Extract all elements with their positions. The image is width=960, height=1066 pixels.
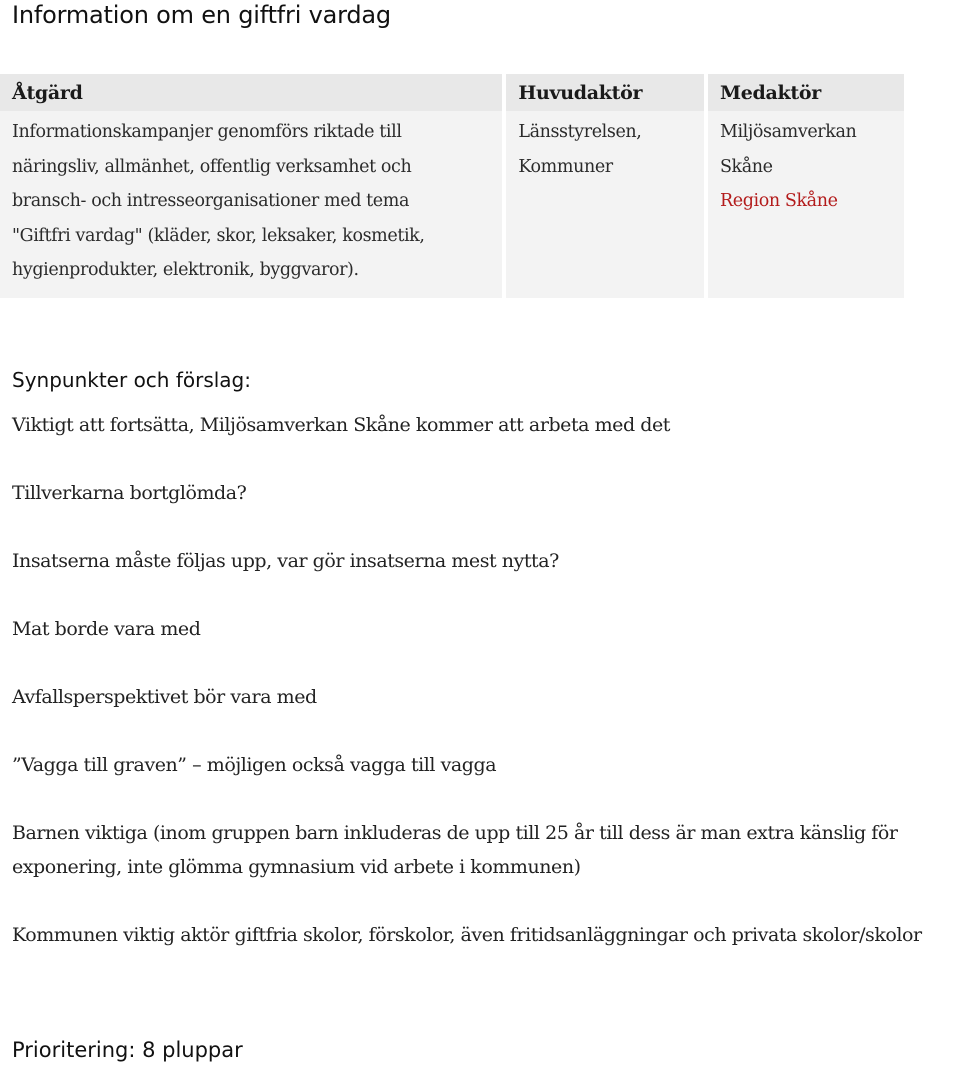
action-line: "Giftfri vardag" (kläder, skor, leksaker, kosmetik, (12, 225, 425, 246)
comment-item: Viktigt att fortsätta, Miljösamverkan Skåne kommer att arbeta med det (12, 414, 670, 436)
comment-item: ”Vagga till graven” – möjligen också vagga till vagga (12, 754, 497, 776)
comment-item: Kommunen viktig aktör giftfria skolor, förskolor, även fritidsanläggningar och privata skolor/skolor (12, 924, 922, 946)
header-huvudaktor: Huvudaktör (506, 74, 704, 111)
action-line: Informationskampanjer genomförs riktade till (12, 122, 402, 142)
priority-label: Prioritering: 8 pluppar (12, 1038, 243, 1062)
comment-item: Mat borde vara med (12, 618, 201, 640)
section-title: Synpunkter och förslag: (12, 368, 251, 392)
co-actor-cell (708, 111, 904, 298)
comment-item: Avfallsperspektivet bör vara med (12, 686, 317, 708)
main-actor-line: Länsstyrelsen, (518, 122, 642, 142)
co-actor-line: Skåne (719, 156, 773, 177)
comment-item: Insatserna måste följas upp, var gör insatserna mest nytta? (12, 550, 559, 572)
comment-item: Tillverkarna bortglömda? (12, 482, 247, 504)
action-cell (0, 111, 502, 298)
table-row (0, 111, 904, 298)
page-title: Information om en giftfri vardag (12, 1, 391, 29)
action-line: bransch- och intresseorganisationer med tema (12, 191, 409, 211)
comment-item: Barnen viktiga (inom gruppen barn inkluderas de upp till 25 år till dess är man extra känslig för exponering, inte glömma gymnasium vid arbete i kommunen) (12, 822, 898, 878)
main-actor-line: Kommuner (518, 156, 613, 177)
table-header-row (0, 74, 904, 111)
comments-list (12, 408, 960, 986)
header-atgard: Åtgärd (0, 74, 502, 111)
co-actor-line: Miljösamverkan (719, 122, 857, 142)
action-table (0, 74, 908, 298)
action-line: hygienprodukter, elektronik, byggvaror). (12, 260, 359, 280)
action-line: näringsliv, allmänhet, offentlig verksamhet och (12, 156, 412, 177)
header-medaktor: Medaktör (708, 74, 904, 111)
main-actor-cell (506, 111, 704, 298)
co-actor-line-highlight: Region Skåne (719, 191, 838, 211)
